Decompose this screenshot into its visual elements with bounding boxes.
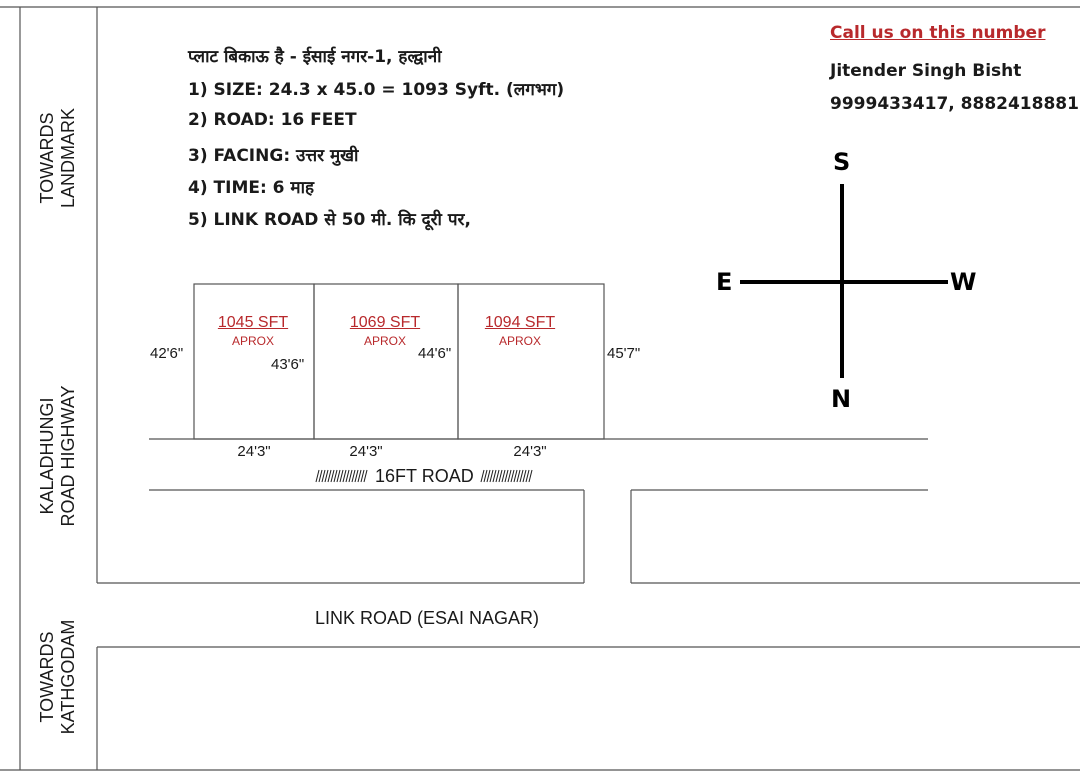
link-road-label: LINK ROAD (ESAI NAGAR) <box>315 608 540 628</box>
compass-label-w: W <box>950 268 977 296</box>
plot-1-note: APROX <box>231 334 275 348</box>
plot-2-note: APROX <box>363 334 407 348</box>
dimension-side-4: 45'7" <box>607 345 641 362</box>
listing-detail-road: 2) ROAD: 16 FEET <box>188 110 357 130</box>
listing-title: प्लाट बिकाऊ है - ईसाई नगर-1, हल्द्वानी <box>188 47 442 67</box>
inner-road-name: 16FT ROAD <box>375 466 474 486</box>
plot-2-frontage: 24'3" <box>349 443 383 460</box>
listing-detail-time: 4) TIME: 6 माह <box>188 178 315 198</box>
compass-label-e: E <box>716 268 733 296</box>
plot-3-frontage: 24'3" <box>513 443 547 460</box>
compass-label-n: N <box>831 385 852 413</box>
listing-detail-link-road: 5) LINK ROAD से 50 मी. कि दूरी पर, <box>188 210 471 230</box>
hatch-right <box>479 469 535 483</box>
plot-3-note: APROX <box>498 334 542 348</box>
call-label: Call us on this number <box>830 23 1046 43</box>
listing-detail-facing: 3) FACING: उत्तर मुखी <box>188 146 359 166</box>
side-label-highway: KALADHUNGI ROAD HIGHWAY <box>37 385 78 527</box>
hatch-left <box>314 469 370 483</box>
plot-2-area: 1069 SFT <box>349 314 421 331</box>
contact-phones: 9999433417, 8882418881 <box>830 94 1079 114</box>
dimension-side-1: 42'6" <box>150 345 184 362</box>
plot-3-area: 1094 SFT <box>484 314 556 331</box>
side-label-kathgodam: TOWARDS KATHGODAM <box>37 619 78 735</box>
plot-1-frontage: 24'3" <box>237 443 271 460</box>
plot-3 <box>458 284 604 439</box>
plot-1-area: 1045 SFT <box>217 314 289 331</box>
side-label-landmark: TOWARDS LANDMARK <box>37 107 78 209</box>
listing-detail-size: 1) SIZE: 24.3 x 45.0 = 1093 Syft. (लगभग) <box>188 80 565 100</box>
contact-name: Jitender Singh Bisht <box>830 61 1022 81</box>
compass-label-s: S <box>833 148 851 176</box>
inner-road-label <box>314 466 535 487</box>
dimension-side-3: 44'6" <box>418 345 452 362</box>
dimension-side-2: 43'6" <box>271 356 305 373</box>
